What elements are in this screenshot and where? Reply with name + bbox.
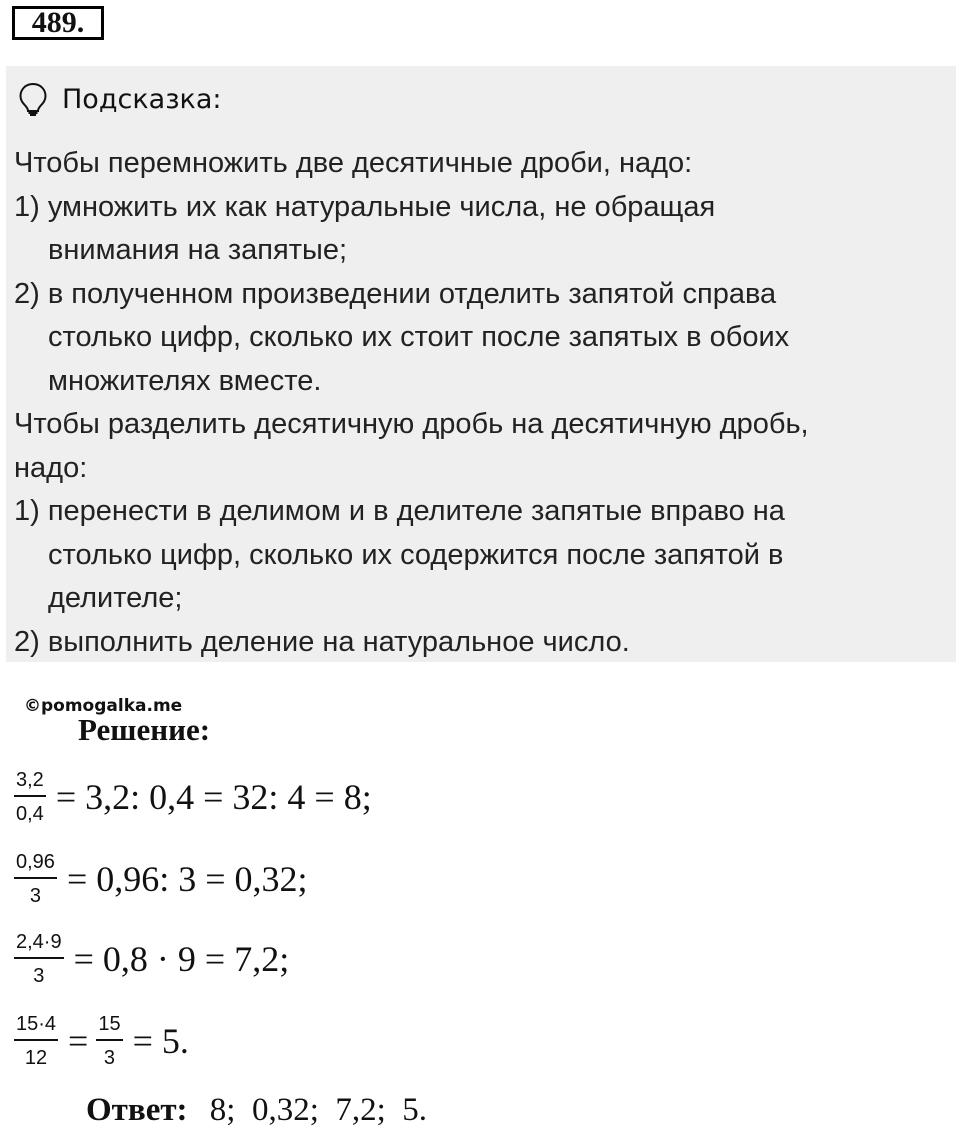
- denominator: 3: [33, 965, 45, 987]
- hint-header: [18, 82, 222, 116]
- numerator: 3,2: [16, 769, 44, 791]
- fraction: [96, 1012, 122, 1070]
- equation-rest: = 5.: [132, 1021, 189, 1061]
- equation-rest: = 0,8 · 9 = 7,2;: [73, 939, 290, 979]
- numerator: 2,4·9: [16, 931, 62, 953]
- hint-line: столько цифр, сколько их содержится после запятой в: [48, 538, 784, 571]
- hint-line: 1) перенести в делимом и в делителе запятые вправо на: [14, 495, 785, 527]
- equation-1: [14, 768, 372, 826]
- equation-rest: = 3,2: 0,4 = 32: 4 = 8;: [55, 777, 372, 817]
- answer-value: 8; 0,32; 7,2; 5.: [209, 1092, 428, 1128]
- fraction: [14, 930, 64, 988]
- hint-line: множителях вместе.: [48, 364, 322, 397]
- hint-line: 2) в полученном произведении отделить запятой справа: [14, 277, 777, 310]
- hint-line: Чтобы разделить десятичную дробь на десятичную дробь,: [14, 408, 809, 440]
- equation-rest: =: [68, 1021, 89, 1061]
- hint-line: 1) умножить их как натуральные числа, не обращая: [14, 190, 716, 223]
- hint-line: надо:: [14, 451, 88, 484]
- numerator: 0,96: [16, 851, 55, 873]
- equation-rest: = 0,96: 3 = 0,32;: [66, 859, 308, 899]
- denominator: 12: [24, 1047, 48, 1069]
- hint-line: Чтобы перемножить две десятичные дроби, надо:: [14, 147, 693, 179]
- equation-3: [14, 930, 289, 988]
- fraction: [14, 850, 57, 908]
- hint-line: столько цифр, сколько их стоит после запятых в обоих: [48, 321, 790, 353]
- lightbulb-icon: [18, 82, 48, 116]
- hint-line: делителе;: [48, 582, 183, 614]
- hint-line: 2) выполнить деление на натуральное число.: [14, 625, 630, 658]
- denominator: 3: [103, 1047, 116, 1069]
- denominator: 3: [29, 885, 42, 907]
- solution-title: Решение:: [78, 712, 211, 747]
- problem-number: 489.: [12, 6, 104, 40]
- equation-4: [14, 1012, 189, 1070]
- numerator: 15·4: [16, 1013, 57, 1035]
- copyright-watermark: ©pomogalka.me: [24, 696, 183, 716]
- hint-box: [6, 66, 956, 662]
- numerator: 15: [98, 1013, 121, 1035]
- hint-line: внимания на запятые;: [48, 234, 348, 266]
- equation-2: [14, 850, 308, 908]
- denominator: 0,4: [16, 803, 44, 825]
- answer: [86, 1092, 427, 1129]
- fraction: [14, 768, 46, 826]
- hint-title: Подсказка:: [62, 83, 222, 115]
- answer-label: Ответ:: [86, 1092, 188, 1128]
- fraction: [14, 1012, 58, 1070]
- hint-text: [14, 142, 944, 664]
